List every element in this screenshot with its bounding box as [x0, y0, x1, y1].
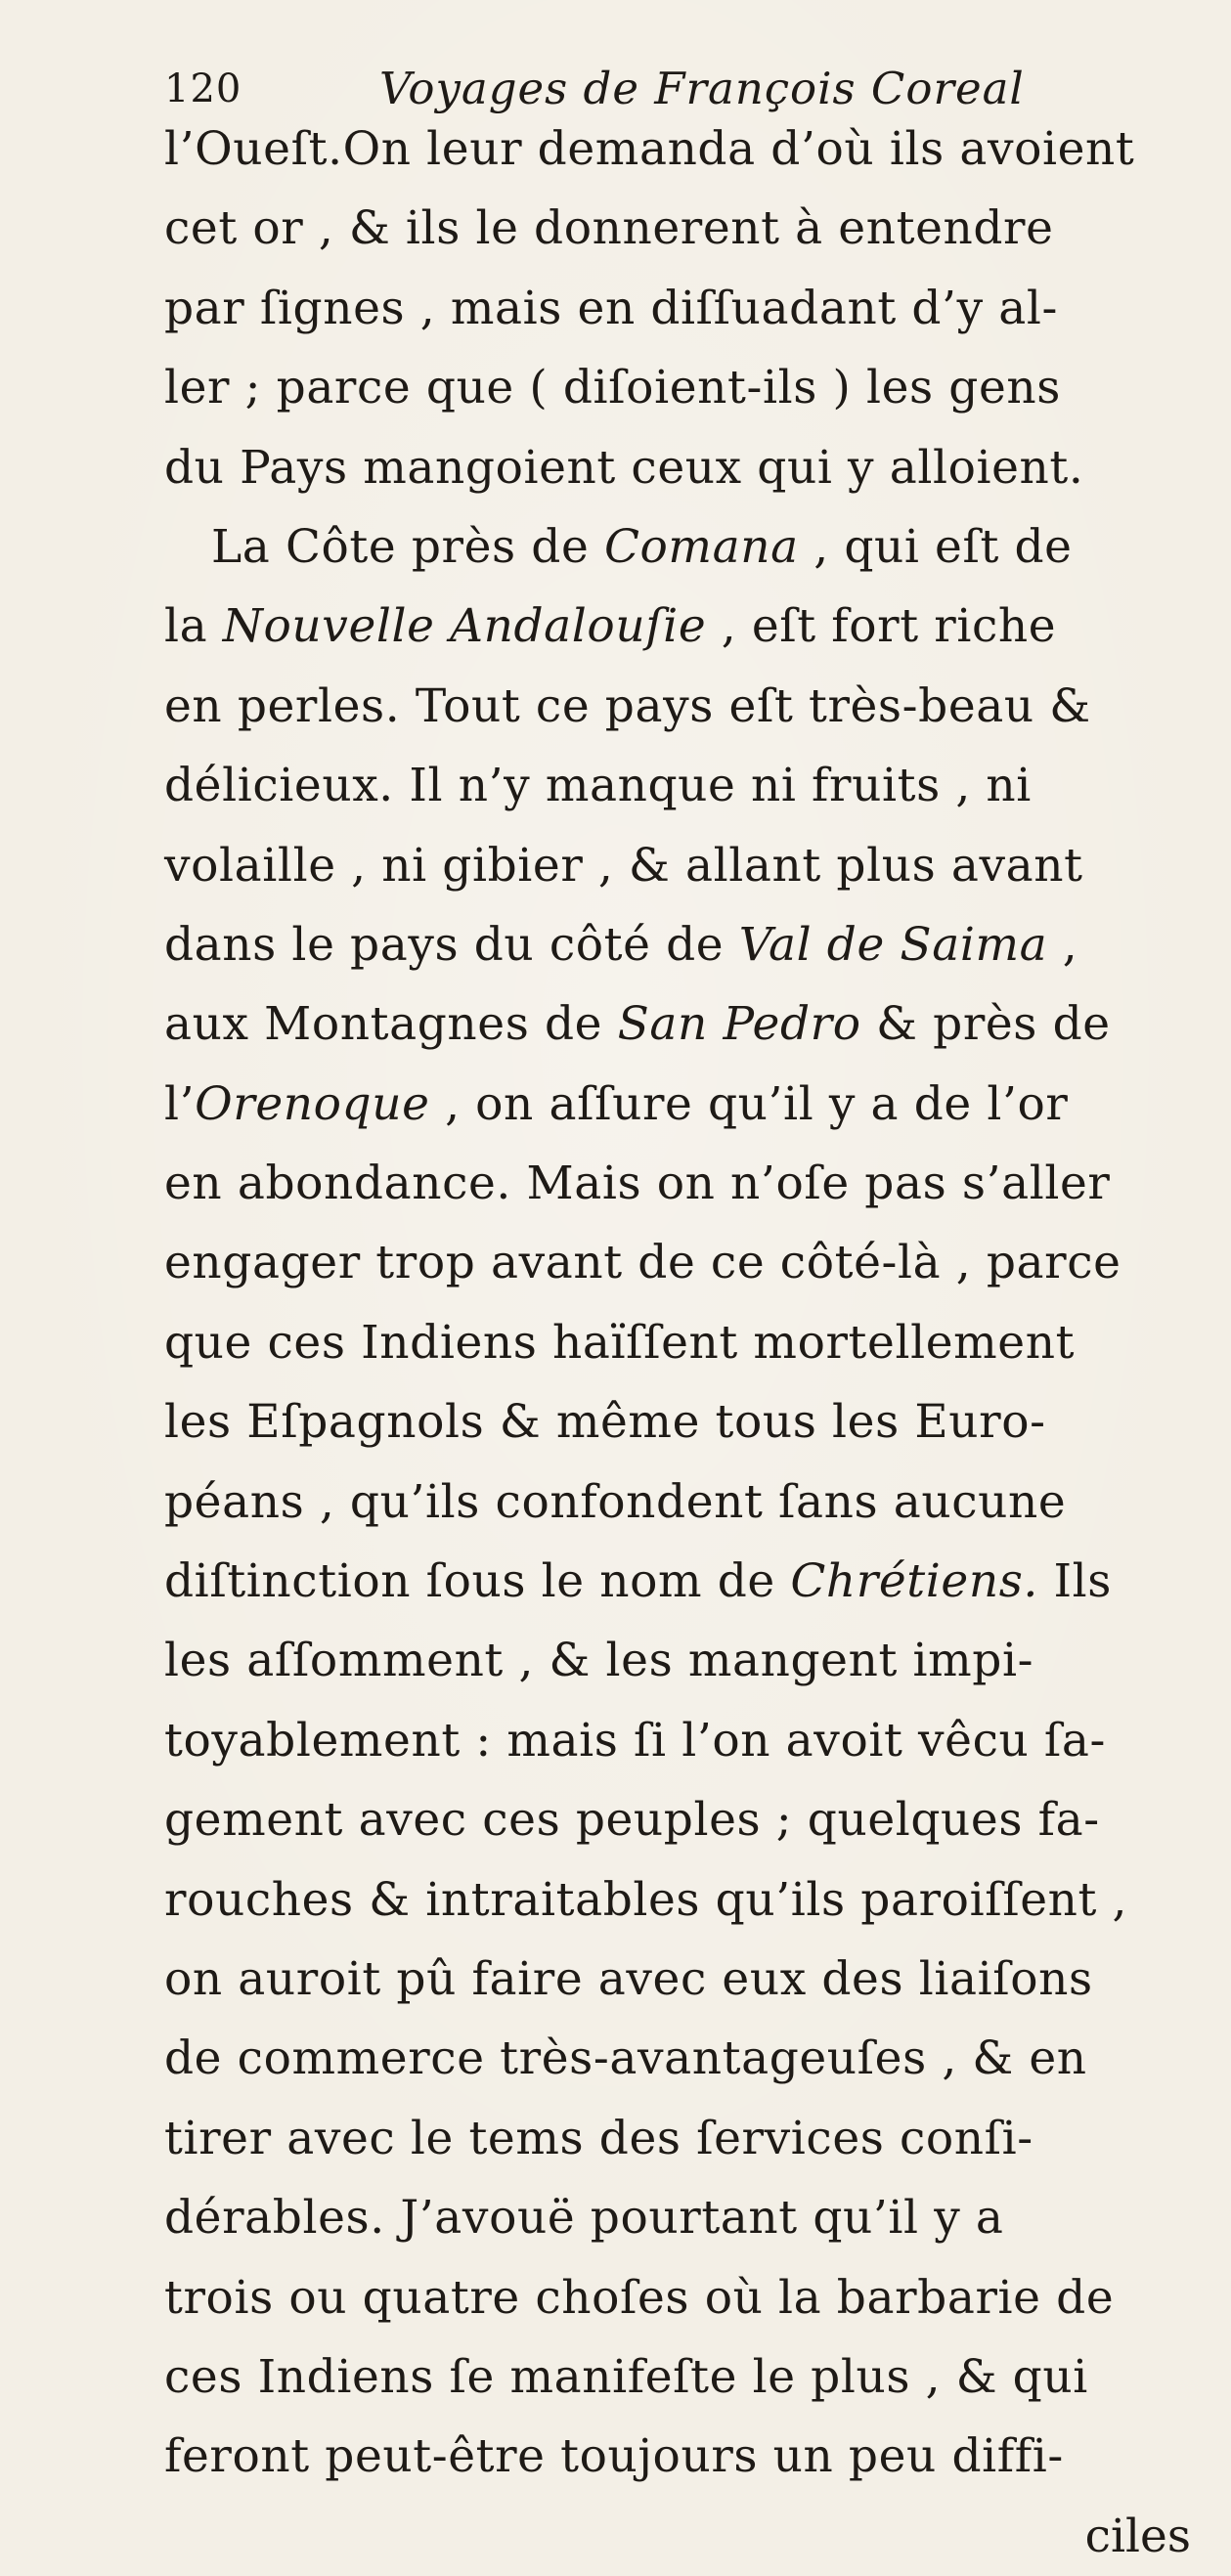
text-line: on auroit pû faire avec eux des liaiſons	[164, 1951, 1093, 2006]
text-line: volaille , ni gibier , & allant plus avant	[164, 838, 1083, 893]
text-line: trois ou quatre choſes où la barbarie de	[164, 2270, 1115, 2325]
text-line: en abondance. Mais on n’oſe pas s’aller	[164, 1157, 1111, 1211]
text-line: du Pays mangoient ceux qui y alloient.	[164, 440, 1084, 495]
text-line: la Nouvelle Andalouſie , eſt fort riche	[164, 599, 1057, 654]
text-line: de commerce très-avantageuſes , & en	[164, 2031, 1087, 2086]
italic-term: San Pedro	[617, 997, 861, 1052]
text-line: aux Montagnes de San Pedro & près de	[164, 997, 1111, 1052]
text-line: ler ; parce que ( diſoient-ils ) les gens	[164, 361, 1061, 415]
text-line: par ſignes , mais en diſſuadant d’y al-	[164, 281, 1059, 335]
italic-term: Val de Saima	[738, 917, 1048, 972]
italic-term: Comana	[603, 519, 799, 574]
body-text	[164, 109, 1231, 2576]
text-line: La Côte près de Comana , qui eſt de	[211, 519, 1073, 574]
text-line: tirer avec le tems des ſervices conſi-	[164, 2111, 1033, 2165]
text-line: en perles. Tout ce pays eſt très-beau &	[164, 678, 1091, 733]
text-line: toyablement : mais ſi l’on avoit vêcu ſa-	[164, 1713, 1106, 1768]
text-line: rouches & intraitables qu’ils paroiſſent ,	[164, 1872, 1128, 1927]
text-line: que ces Indiens haïſſent mortellement	[164, 1315, 1076, 1370]
text-line: gement avec ces peuples ; quelques fa-	[164, 1793, 1100, 1848]
text-line: diſtinction ſous le nom de Chrétiens. Ils	[164, 1554, 1113, 1609]
catchword: ciles	[1084, 2509, 1191, 2563]
running-title: Voyages de François Coreal	[379, 63, 1025, 114]
text-line: l’Orenoque , on aſſure qu’il y a de l’or	[164, 1076, 1069, 1131]
text-line: l’Oueſt.On leur demanda d’où ils avoient	[164, 122, 1135, 176]
text-line: dérables. J’avouë pourtant qu’il y a	[164, 2191, 1004, 2246]
page-number: 120	[164, 66, 242, 111]
text-line: les Eſpagnols & même tous les Euro-	[164, 1395, 1046, 1450]
text-line: ces Indiens ſe manifeſte le plus , & qui	[164, 2349, 1088, 2404]
text-line: péans , qu’ils confondent ſans aucune	[164, 1474, 1067, 1529]
text-line: cet or , & ils le donnerent à entendre	[164, 201, 1054, 256]
italic-term: Chrétiens.	[790, 1554, 1038, 1609]
italic-term: Orenoque	[195, 1076, 430, 1131]
text-line: dans le pays du côté de Val de Saima ,	[164, 917, 1078, 972]
text-line: feront peut-être toujours un peu diffi-	[164, 2429, 1064, 2484]
text-line: engager trop avant de ce côté-là , parce	[164, 1236, 1121, 1290]
text-line: délicieux. Il n’y manque ni fruits , ni	[164, 759, 1032, 813]
italic-term: Nouvelle Andalouſie	[222, 599, 707, 654]
text-line: les aſſomment , & les mangent impi-	[164, 1634, 1034, 1688]
